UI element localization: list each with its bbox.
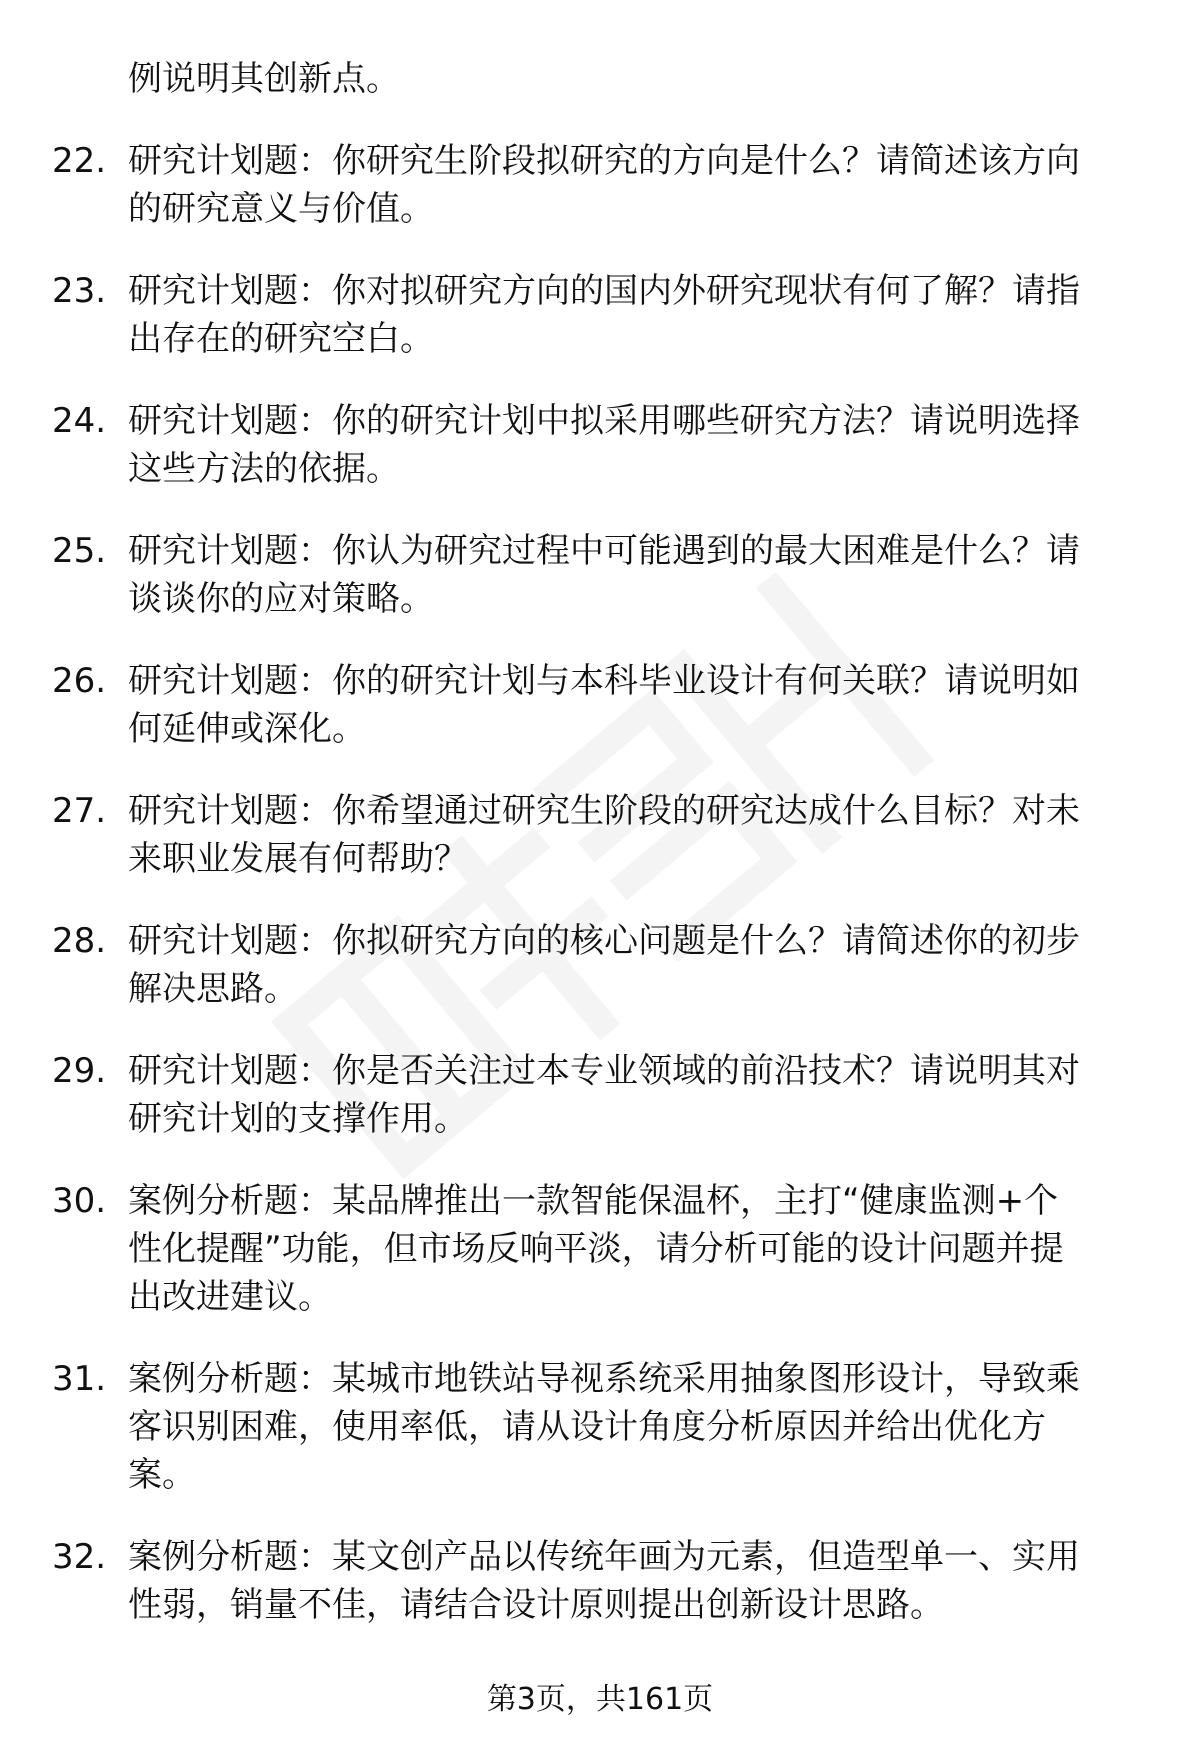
item-number: 22.	[52, 141, 107, 181]
list-item	[0, 137, 1200, 233]
item-line: 案例分析题：某文创产品以传统年画为元素，但造型单一、实用	[128, 1537, 1080, 1577]
item-line: 研究计划题：你的研究计划与本科毕业设计有何关联？请说明如	[128, 661, 1080, 701]
item-line: 性化提醒”功能，但市场反响平淡，请分析可能的设计问题并提	[128, 1229, 1064, 1269]
item-line: 研究计划题：你的研究计划中拟采用哪些研究方法？请说明选择	[128, 401, 1080, 441]
item-number: 31.	[52, 1359, 107, 1399]
item-line: 研究计划题：你认为研究过程中可能遇到的最大困难是什么？请	[128, 531, 1080, 571]
item-line: 案例分析题：某城市地铁站导视系统采用抽象图形设计，导致乘	[128, 1359, 1080, 1399]
item-line: 案例分析题：某品牌推出一款智能保温杯，主打“健康监测+个	[128, 1181, 1059, 1221]
list-item	[0, 397, 1200, 493]
page-number: 第3页，共161页	[486, 1682, 714, 1717]
item-number: 29.	[52, 1051, 107, 1091]
item-line: 研究计划题：你研究生阶段拟研究的方向是什么？请简述该方向	[128, 141, 1080, 181]
list-item	[0, 267, 1200, 363]
continuation-line: 例说明其创新点。	[128, 59, 400, 99]
item-line: 研究计划题：你是否关注过本专业领域的前沿技术？请说明其对	[128, 1051, 1080, 1091]
item-number: 24.	[52, 401, 107, 441]
list-item	[0, 917, 1200, 1013]
item-number: 28.	[52, 921, 107, 961]
item-line: 何延伸或深化。	[128, 709, 366, 749]
list-item	[0, 527, 1200, 623]
item-number: 30.	[52, 1181, 107, 1221]
item-number: 26.	[52, 661, 107, 701]
item-line: 研究计划题：你拟研究方向的核心问题是什么？请简述你的初步	[128, 921, 1080, 961]
item-line: 谈谈你的应对策略。	[128, 579, 434, 619]
item-line: 的研究意义与价值。	[128, 189, 434, 229]
question-list	[0, 55, 1200, 1629]
list-item	[0, 1177, 1200, 1321]
item-line: 解决思路。	[128, 969, 298, 1009]
item-number: 32.	[52, 1537, 107, 1577]
item-line: 客识别困难，使用率低，请从设计角度分析原因并给出优化方	[128, 1407, 1046, 1447]
item-line: 出存在的研究空白。	[128, 319, 434, 359]
item-line: 研究计划的支撑作用。	[128, 1099, 468, 1139]
item-number: 23.	[52, 271, 107, 311]
list-item	[0, 1355, 1200, 1499]
item-number: 27.	[52, 791, 107, 831]
item-line: 性弱，销量不佳，请结合设计原则提出创新设计思路。	[128, 1585, 944, 1625]
item-line: 出改进建议。	[128, 1277, 332, 1317]
list-item	[0, 787, 1200, 883]
list-item	[0, 1047, 1200, 1143]
item-line: 来职业发展有何帮助？	[128, 839, 468, 879]
list-item	[0, 657, 1200, 753]
item-line: 研究计划题：你对拟研究方向的国内外研究现状有何了解？请指	[128, 271, 1080, 311]
item-line: 研究计划题：你希望通过研究生阶段的研究达成什么目标？对未	[128, 791, 1080, 831]
item-line: 这些方法的依据。	[128, 449, 400, 489]
item-number: 25.	[52, 531, 107, 571]
item-line: 案。	[128, 1455, 196, 1495]
list-item	[0, 1533, 1200, 1629]
